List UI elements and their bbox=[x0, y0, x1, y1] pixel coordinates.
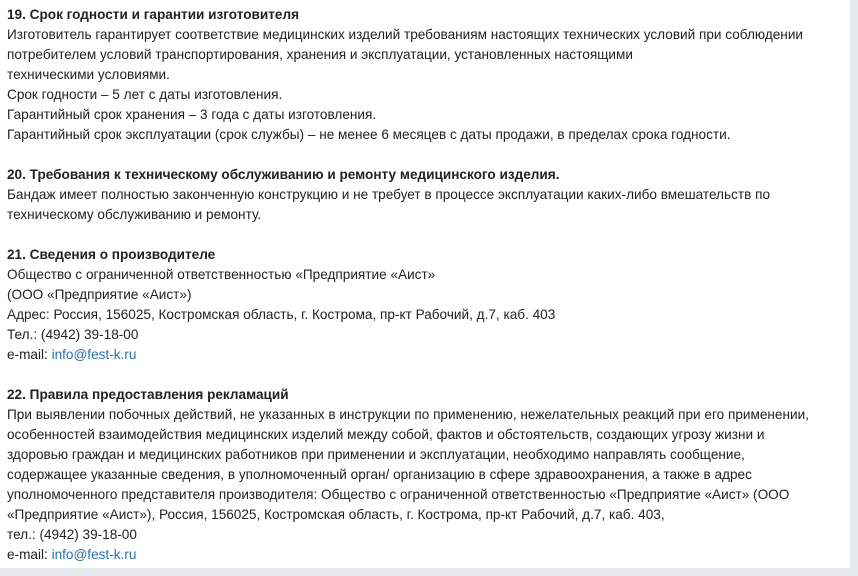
email-link[interactable]: info@fest-k.ru bbox=[51, 547, 137, 562]
claims-phone: тел.: (4942) 39-18-00 bbox=[7, 527, 137, 542]
paragraph-line: техническому обслуживанию и ремонту. bbox=[7, 207, 262, 222]
page-frame-bottom bbox=[0, 568, 858, 576]
paragraph-line: техническими условиями. bbox=[7, 67, 170, 82]
storage-warranty-line: Гарантийный срок хранения – 3 года с даты изготовления. bbox=[7, 107, 377, 122]
shelf-life-line: Срок годности – 5 лет с даты изготовления. bbox=[7, 87, 283, 102]
section-manufacturer bbox=[7, 245, 850, 365]
paragraph-line: Бандаж имеет полностью законченную конструкцию и не требует в процессе эксплуатации каких-либо вмешательств по bbox=[7, 187, 771, 202]
email-label: e-mail: bbox=[7, 547, 52, 562]
section-heading: 22. Правила предоставления рекламаций bbox=[7, 387, 289, 402]
claims-email-row bbox=[7, 545, 850, 565]
email-label: e-mail: bbox=[7, 347, 52, 362]
paragraph-line: потребителем условий транспортирования, хранения и эксплуатации, установленных настоящими bbox=[7, 47, 633, 62]
section-heading: 20. Требования к техническому обслуживанию и ремонту медицинского изделия. bbox=[7, 167, 560, 182]
company-email-row bbox=[7, 345, 850, 365]
company-short-name: (ООО «Предприятие «Аист») bbox=[7, 287, 192, 302]
paragraph-line: «Предприятие «Аист»), Россия, 156025, Костромская область, г. Кострома, пр-кт Рабочий, д.7, каб. 403, bbox=[7, 507, 665, 522]
company-name: Общество с ограниченной ответственностью «Предприятие «Аист» bbox=[7, 267, 436, 282]
paragraph-line: содержащее указанные сведения, в уполномоченный орган/ организацию в сфере здравоохранения, а также в адрес bbox=[7, 467, 752, 482]
section-maintenance bbox=[7, 165, 850, 225]
paragraph-line: Изготовитель гарантирует соответствие медицинских изделий требованиям настоящих технических условий при соблюдении bbox=[7, 27, 804, 42]
paragraph-line: уполномоченного представителя производителя: Общество с ограниченной ответственностью «Предприятие «Аист» (ООО bbox=[7, 487, 790, 502]
company-address: Адрес: Россия, 156025, Костромская область, г. Кострома, пр-кт Рабочий, д.7, каб. 403 bbox=[7, 307, 556, 322]
paragraph-line: здоровью граждан и медицинских работников при применении и эксплуатации, необходимо направлять сообщение, bbox=[7, 447, 745, 462]
section-expiry-warranty bbox=[7, 5, 850, 145]
paragraph-line: При выявлении побочных действий, не указанных в инструкции по применению, нежелательных реакций при его применении, bbox=[7, 407, 809, 422]
page-frame-right bbox=[850, 0, 858, 576]
email-link[interactable]: info@fest-k.ru bbox=[51, 347, 137, 362]
section-claims bbox=[7, 385, 850, 565]
company-phone: Тел.: (4942) 39-18-00 bbox=[7, 327, 139, 342]
paragraph-line: особенностей взаимодействия медицинских изделий между собой, фактов и обстоятельств, создающих угрозу жизни и bbox=[7, 427, 765, 442]
section-heading: 21. Сведения о производителе bbox=[7, 247, 216, 262]
section-heading: 19. Срок годности и гарантии изготовителя bbox=[7, 7, 300, 22]
service-life-line: Гарантийный срок эксплуатации (срок службы) – не менее 6 месяцев с даты продажи, в пределах срока годности. bbox=[7, 127, 731, 142]
